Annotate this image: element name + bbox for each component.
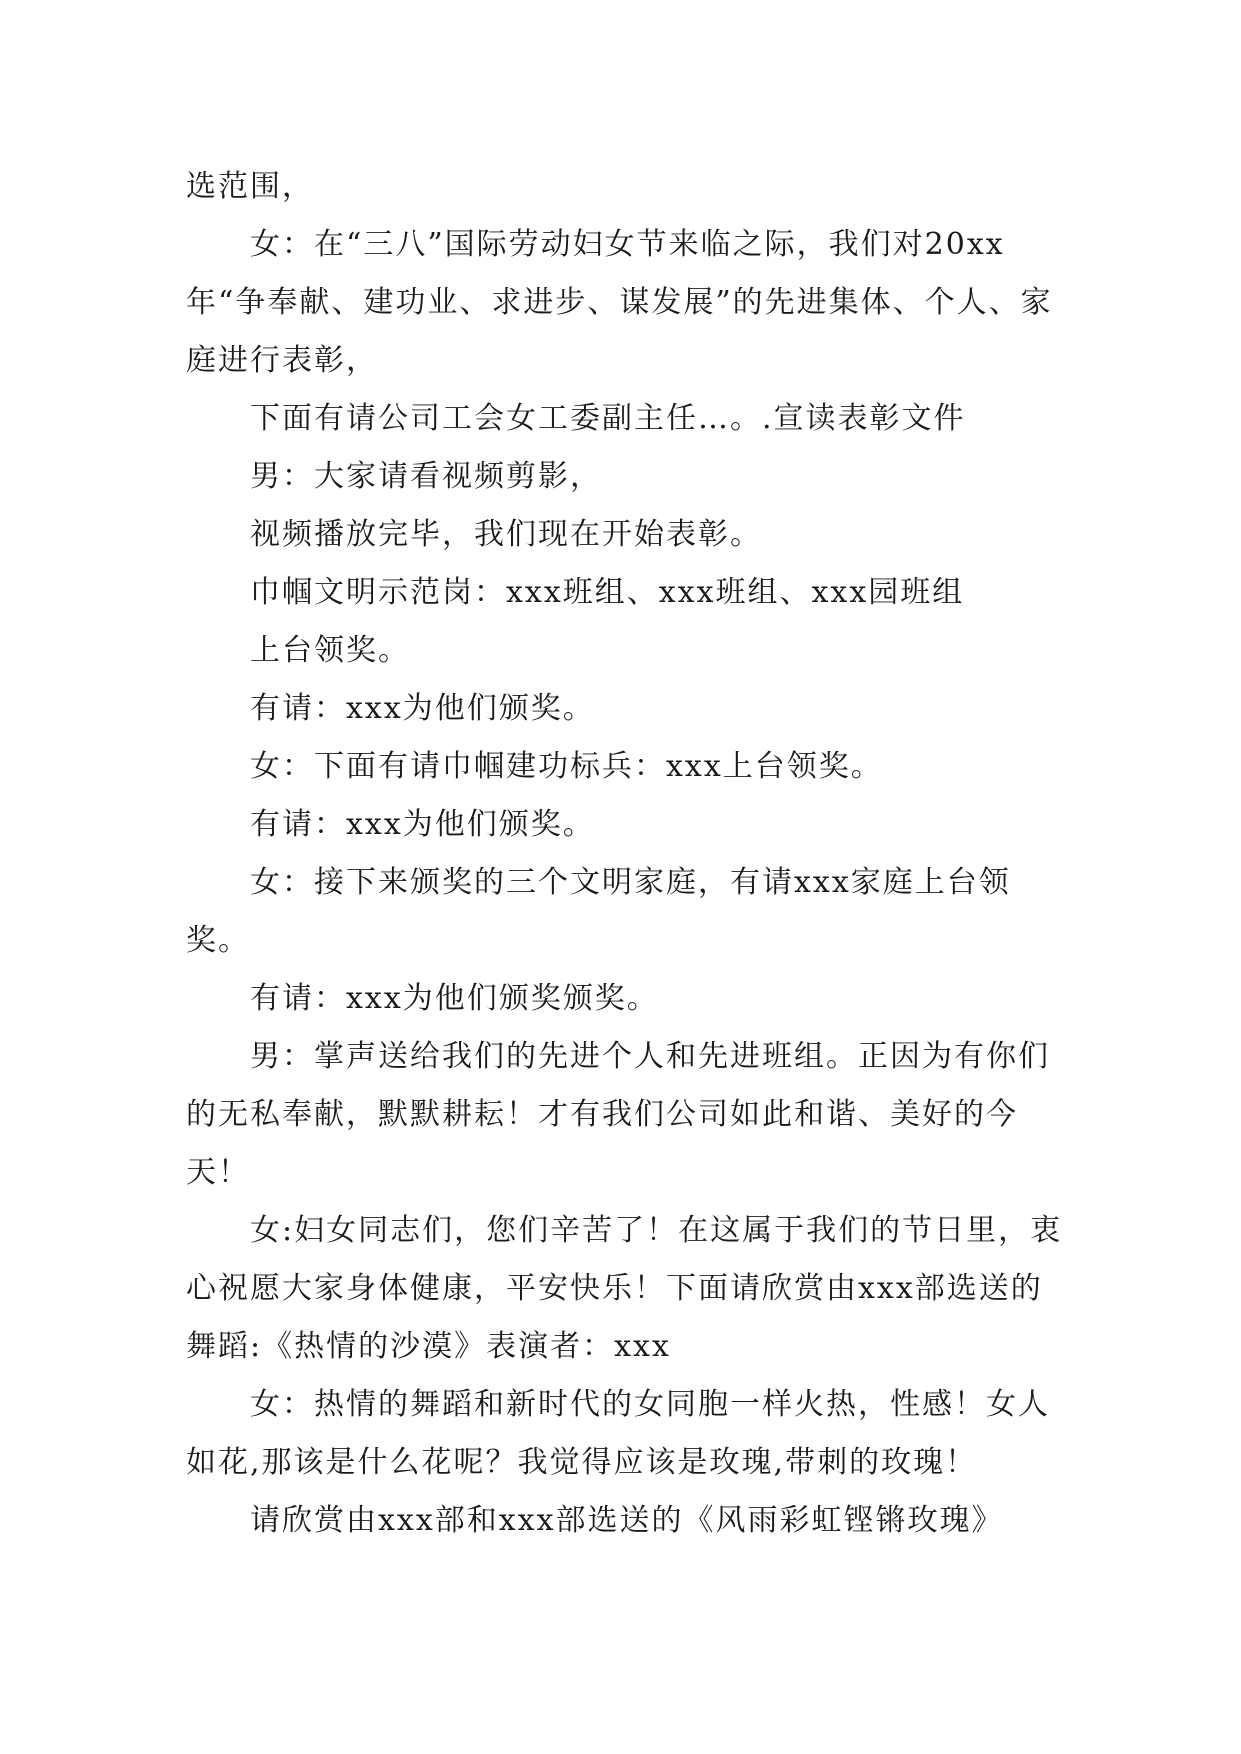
paragraph: 下面有请公司工会女工委副主任…。.宣读表彰文件 xyxy=(250,401,966,436)
paragraph: 女：在“三八”国际劳动妇女节来临之际，我们对20xx年“争奉献、建功业、求进步、谋发展”的先进集体、个人、家庭进行表彰， xyxy=(186,227,1053,378)
paragraph: 男：大家请看视频剪影， xyxy=(250,459,602,494)
paragraph: 女：接下来颁奖的三个文明家庭，有请xxx家庭上台领奖。 xyxy=(186,865,1011,958)
paragraph: 有请：xxx为他们颁奖颁奖。 xyxy=(250,981,659,1016)
paragraph: 有请：xxx为他们颁奖。 xyxy=(250,691,595,726)
paragraph: 请欣赏由xxx部和xxx部选送的《风雨彩虹铿锵玫瑰》 xyxy=(250,1503,1004,1538)
paragraph: 有请：xxx为他们颁奖。 xyxy=(250,807,595,842)
paragraph: 女:妇女同志们，您们辛苦了！在这属于我们的节日里，衷心祝愿大家身体健康，平安快乐！下面请欣赏由xxx部选送的舞蹈:《热情的沙漠》表演者：xxx xyxy=(186,1213,1063,1364)
paragraph: 上台领奖。 xyxy=(250,633,410,668)
paragraph: 女：下面有请巾帼建功标兵：xxx上台领奖。 xyxy=(250,749,883,784)
paragraph: 视频播放完毕，我们现在开始表彰。 xyxy=(250,517,762,552)
paragraph: 女：热情的舞蹈和新时代的女同胞一样火热，性感！女人如花,那该是什么花呢？我觉得应该是玫瑰,带刺的玫瑰！ xyxy=(186,1387,1050,1480)
paragraph: 男：掌声送给我们的先进个人和先进班组。正因为有你们的无私奉献，默默耕耘！才有我们公司如此和谐、美好的今天！ xyxy=(186,1039,1050,1190)
document-body xyxy=(186,158,1066,1550)
paragraph: 巾帼文明示范岗：xxx班组、xxx班组、xxx园班组 xyxy=(250,575,965,610)
paragraph: 选范围， xyxy=(186,169,314,204)
